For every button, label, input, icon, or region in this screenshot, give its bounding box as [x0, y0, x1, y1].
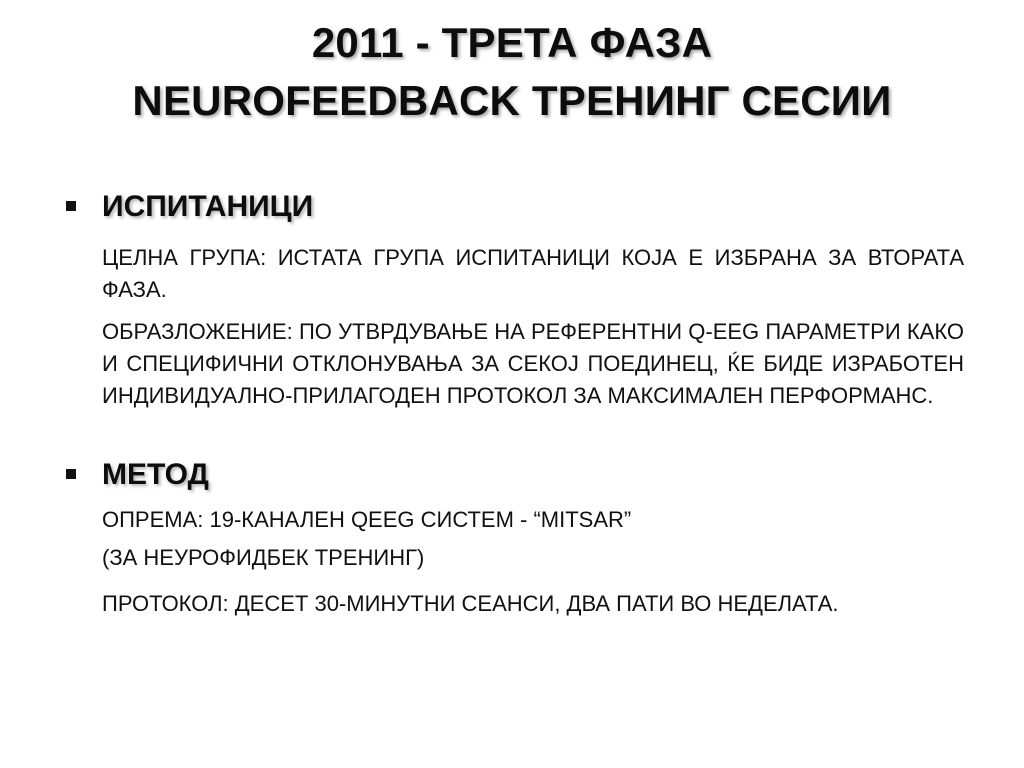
paragraph-whole-group: ЦЕЛНА ГРУПА: ИСТАТА ГРУПА ИСПИТАНИЦИ КОЈА Е ИЗБРАНА ЗА ВТОРАТА ФАЗА.	[102, 245, 964, 302]
square-bullet-icon	[66, 201, 76, 211]
bullet-item-method	[60, 454, 964, 498]
section-heading-participants: ИСПИТАНИЦИ	[102, 190, 314, 223]
paragraph-equipment-note: (ЗА НЕУРОФИДБЕК ТРЕНИНГ)	[102, 545, 425, 570]
section-heading-method: МЕТОД	[102, 458, 209, 491]
section-method	[60, 454, 964, 620]
section-participants	[60, 186, 964, 412]
paragraph-rationale: ОБРАЗЛОЖЕНИЕ: ПО УТВРДУВАЊЕ НА РЕФЕРЕНТНИ Q-EEG ПАРАМЕТРИ КАКО И СПЕЦИФИЧНИ ОТКЛОНУВАЊА ЗА СЕКОЈ ПОЕДИНЕЦ, ЌЕ БИДЕ ИЗРАБОТЕН ИНДИВИДУАЛНО-ПРИЛАГОДЕН ПРОТОКОЛ ЗА МАКСИМАЛЕН ПЕРФОРМАНС.	[102, 319, 964, 408]
square-bullet-icon	[66, 469, 76, 479]
slide-title	[0, 14, 1024, 130]
title-line-1: 2011 - ТРЕТА ФАЗА	[311, 19, 713, 66]
slide-content	[60, 186, 964, 620]
title-line-2: NEUROFEEDBACK ТРЕНИНГ СЕСИИ	[132, 77, 892, 124]
paragraph-protocol: ПРОТОКОЛ: ДЕСЕТ 30-МИНУТНИ СЕАНСИ, ДВА ПАТИ ВО НЕДЕЛАТА.	[102, 591, 839, 616]
paragraph-equipment: ОПРЕМА: 19-КАНАЛЕН QEEG СИСТЕМ - “MITSAR”	[102, 507, 632, 532]
bullet-item-participants	[60, 186, 964, 230]
